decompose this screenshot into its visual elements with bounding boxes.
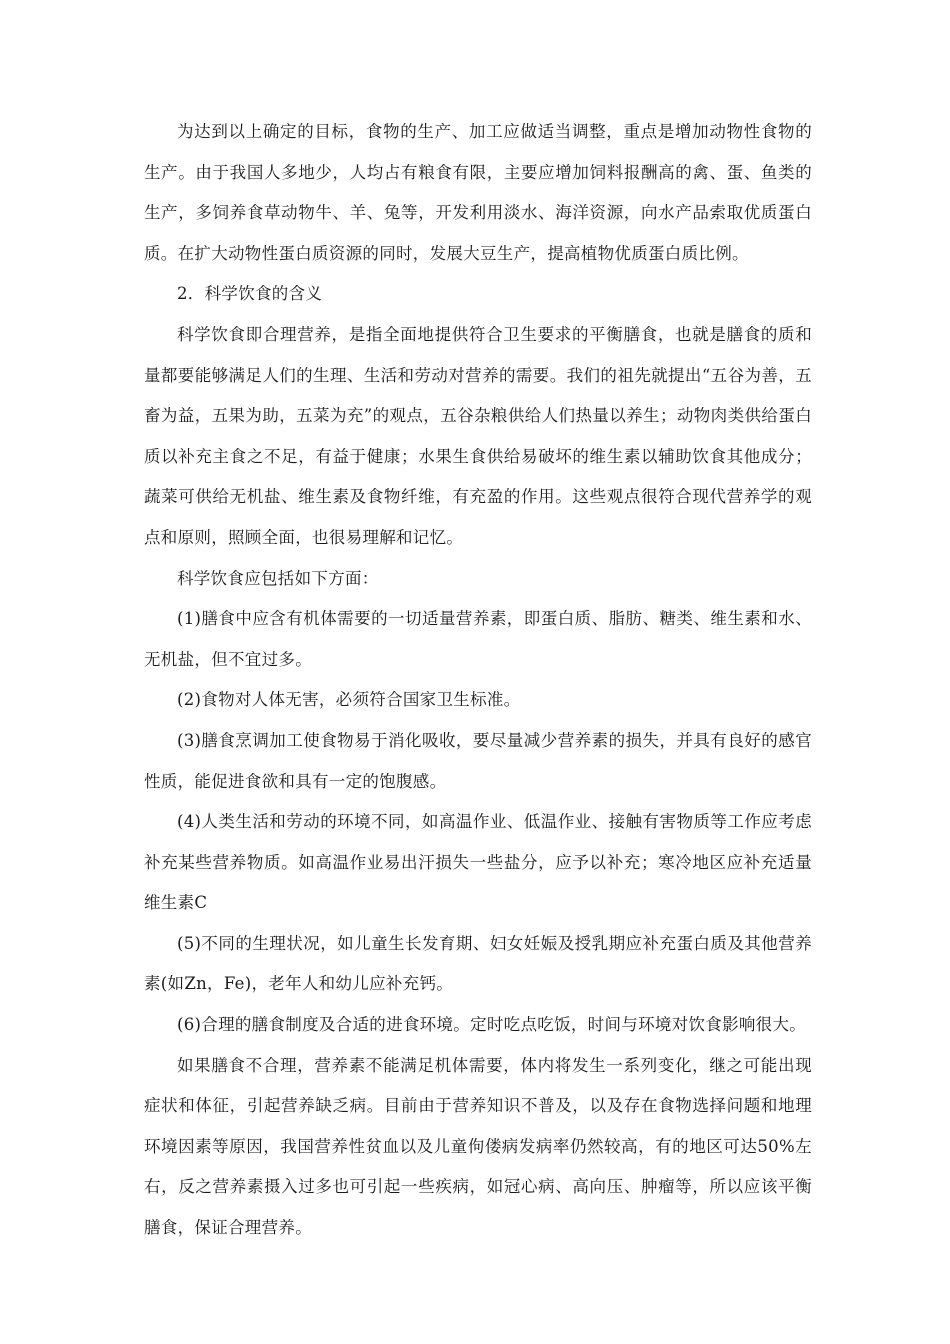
list-item-6: (6)合理的膳食制度及合适的进食环境。定时吃点吃饭，时间与环境对饮食影响很大。 bbox=[177, 1015, 807, 1035]
paragraph-scientific-diet-meaning: 科学饮食即合理营养，是指全面地提供符合卫生要求的平衡膳食，也就是膳食的质和量都要能够满足人们的生理、生活和劳动对营养的需要。我们的祖先就提出“五谷为善，五畜为益，五果为助，五菜为充”的观点，五谷杂粮供给人们热量以养生；动物肉类供给蛋白质以补充主食之不足，有益于健康；水果生食供给易破坏的维生素以辅助饮食其他成分；蔬菜可供给无机盐、维生素及食物纤维，有充盈的作用。这些观点很符合现代营养学的观点和原则，照顾全面，也很易理解和记忆。 bbox=[144, 324, 812, 547]
list-item-4: (4)人类生活和劳动的环境不同，如高温作业、低温作业、接触有害物质等工作应考虑补充某些营养物质。如高温作业易出汗损失一些盐分，应予以补充；寒冷地区应补充适量维生素C bbox=[144, 812, 812, 913]
paragraph-food-production: 为达到以上确定的目标，食物的生产、加工应做适当调整，重点是增加动物性食物的生产。由于我国人多地少，人均占有粮食有限，主要应增加饲料报酬高的禽、蛋、鱼类的生产，多饲养食草动物牛、羊、兔等，开发利用淡水、海洋资源，向水产品索取优质蛋白质。在扩大动物性蛋白质资源的同时，发展大豆生产，提高植物优质蛋白质比例。 bbox=[144, 122, 812, 263]
list-item-2: (2)食物对人体无害，必须符合国家卫生标准。 bbox=[177, 690, 521, 710]
list-item-3: (3)膳食烹调加工使食物易于消化吸收，要尽量减少营养素的损失，并具有良好的感官性质，能促进食欲和具有一定的饱腹感。 bbox=[144, 730, 812, 791]
document-body bbox=[144, 112, 812, 1249]
paragraph-list-intro: 科学饮食应包括如下方面： bbox=[177, 568, 379, 588]
list-item-1: (1)膳食中应含有机体需要的一切适量营养素，即蛋白质、脂肪、糖类、维生素和水、无机盐，但不宜过多。 bbox=[144, 609, 812, 669]
paragraph-conclusion: 如果膳食不合理，营养素不能满足机体需要，体内将发生一系列变化，继之可能出现症状和体征，引起营养缺乏病。目前由于营养知识不普及，以及存在食物选择问题和地理环境因素等原因，我国营养性贫血以及儿童佝偻病发病率仍然较高，有的地区可达50%左右，反之营养素摄入过多也可引起一些疾病，如冠心病、高向压、肿瘤等，所以应该平衡膳食，保证合理营养。 bbox=[144, 1055, 812, 1238]
section-heading: 2．科学饮食的含义 bbox=[177, 284, 323, 304]
list-item-5: (5)不同的生理状况，如儿童生长发育期、妇女妊娠及授乳期应补充蛋白质及其他营养素(如Zn，Fe)，老年人和幼儿应补充钙。 bbox=[144, 933, 812, 994]
